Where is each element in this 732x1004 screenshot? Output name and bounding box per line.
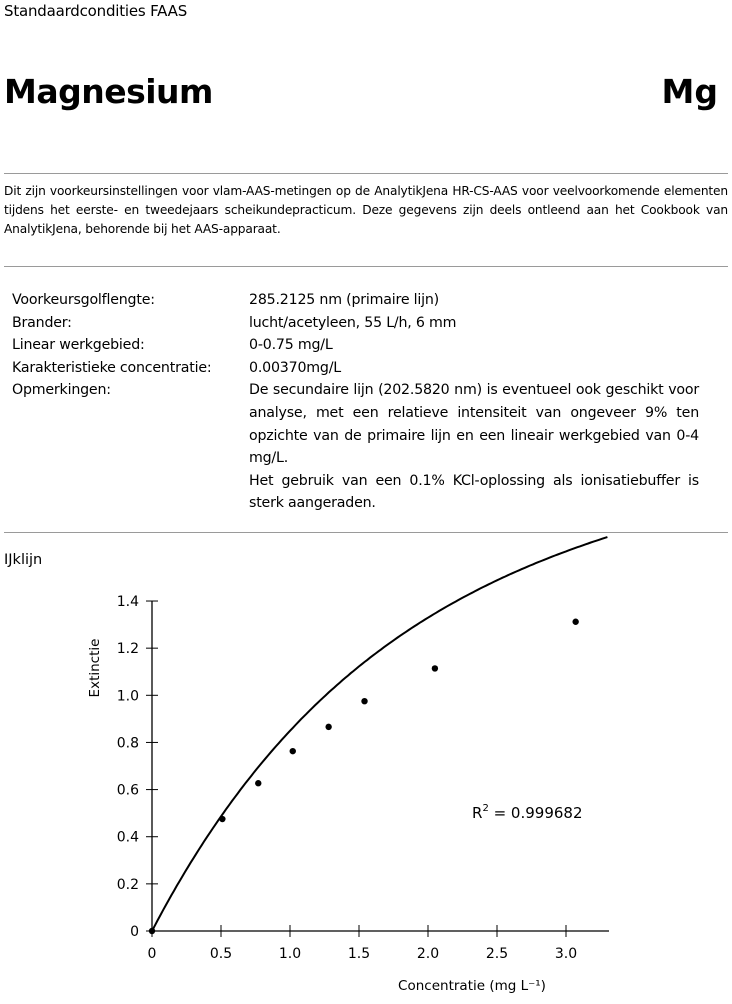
- fit-curve: [152, 537, 607, 931]
- remark-ionisation-buffer: Het gebruik van een 0.1% KCl-oplossing als ionisatiebuffer is sterk aangeraden.: [249, 472, 699, 512]
- y-tick-labels: [117, 594, 139, 940]
- data-point: [149, 928, 155, 934]
- x-tick-label: 0.5: [209, 946, 233, 962]
- x-tick-label: 1.5: [347, 946, 371, 962]
- y-tick-label: 0: [130, 924, 139, 940]
- data-point: [255, 780, 261, 786]
- data-points: [149, 619, 579, 935]
- y-tick-label: 0.4: [116, 829, 139, 846]
- y-tick-label: 1.2: [116, 641, 139, 658]
- section-title-calibration: IJklijn: [4, 552, 43, 568]
- property-label: Karakteristieke concentratie:: [12, 359, 212, 376]
- element-name: Magnesium: [4, 72, 213, 111]
- intro-paragraph: Dit zijn voorkeursinstellingen voor vlam-AAS-metingen op de AnalytikJena HR-CS-AAS voor veelvoorkomende elementen tijdens het eerste- en tweedejaars scheikundepracticum. Deze gegevens zijn deels ontleend aan het Cookbook van AnalytikJena, behorende bij het AAS-apparaat.: [4, 184, 728, 236]
- property-value: lucht/acetyleen, 55 L/h, 6 mm: [249, 314, 457, 331]
- property-value: 0.00370mg/L: [249, 359, 341, 376]
- x-tick-label: 3.0: [554, 946, 578, 962]
- property-value: 0-0.75 mg/L: [249, 337, 333, 354]
- data-point: [219, 816, 225, 822]
- x-tick-label: 0: [147, 946, 157, 962]
- data-point: [290, 748, 296, 754]
- property-label: Opmerkingen:: [12, 382, 111, 399]
- remark-secondary-line: De secundaire lijn (202.5820 nm) is eventueel ook geschikt voor analyse, met een relatieve intensiteit van ongeveer 9% ten opzichte van de primaire lijn en een lineair werkgebied van 0-4 mg/L.: [249, 382, 699, 467]
- x-axis-label: Concentratie (mg L⁻¹): [398, 978, 546, 994]
- data-point: [361, 698, 367, 704]
- property-label: Linear werkgebied:: [12, 337, 145, 354]
- data-point: [432, 665, 438, 671]
- element-symbol: Mg: [661, 72, 718, 111]
- y-tick-label: 0.2: [116, 876, 139, 893]
- y-tick-label: 1.0: [116, 688, 139, 705]
- y-axis-label: Extinctie: [87, 638, 103, 698]
- property-value: 285.2125 nm (primaire lijn): [249, 292, 440, 308]
- r-squared-annotation: $R^2 = 0.999682$: [472, 803, 583, 822]
- data-point: [325, 724, 331, 730]
- y-tick-label: 1.4: [116, 594, 139, 611]
- property-label: Brander:: [12, 314, 72, 331]
- document-subtitle: Standaardcondities FAAS: [4, 2, 188, 20]
- y-tick-label: 0.8: [116, 735, 139, 752]
- x-tick-label: 2.5: [485, 946, 509, 962]
- x-tick-label: 2.0: [416, 946, 440, 962]
- property-label: Voorkeursgolflengte:: [12, 292, 155, 308]
- y-tick-label: 0.6: [116, 782, 139, 799]
- data-point: [572, 619, 578, 625]
- x-tick-label: 1.0: [278, 946, 302, 962]
- x-tick-labels: [148, 946, 578, 962]
